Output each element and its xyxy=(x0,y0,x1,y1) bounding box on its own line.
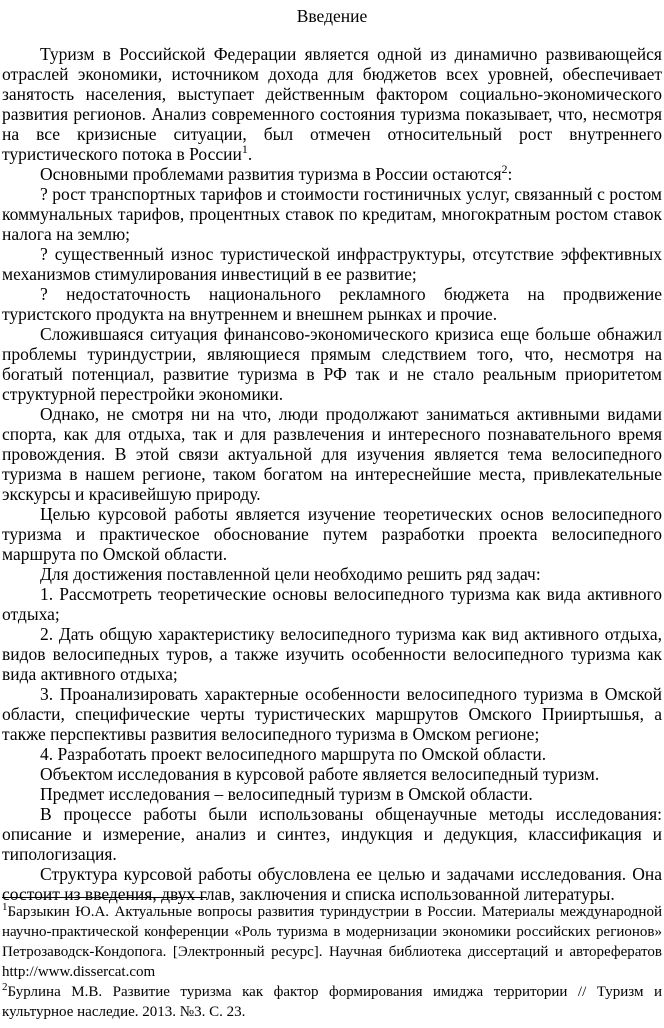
footnote-number: 1 xyxy=(2,901,8,913)
page-title: Введение xyxy=(296,6,368,26)
paragraph: ? рост транспортных тарифов и стоимости гостиничных услуг, связанный с ростом коммунальных тарифов, процентных ставок по кредитам, многократным ростом ставок налога на землю; xyxy=(2,184,662,244)
paragraph: Туризм в Российской Федерации является одной из динамично развивающейся отраслей экономики, источником дохода для бюджетов всех уровней, обеспечивает занятость населения, выступает действенным фактором социально-экономического развития регионов. Анализ современного состояния туризма показывает, что, несмотря на все кризисные ситуации, был отмечен относительный рост внутреннего туристического потока в России$^1$. xyxy=(2,44,662,164)
footnotes-section xyxy=(2,897,662,1022)
footnote-number: 2 xyxy=(2,981,8,993)
footnote: $^1$Барзыкин Ю.А. Актуальные вопросы развития туриндустрии в России. Материалы международной научно-практической конференции «Роль туризма в модернизации экономики российских регионов» Петрозаводск-Кондопога. [Электронный ресурс]. Научная библиотека диссертаций и авторефератов http://www.dissercat.com xyxy=(2,901,662,980)
paragraph: Предмет исследования – велосипедный туризм в Омской области. xyxy=(40,784,533,804)
paragraph: 4. Разработать проект велосипедного маршрута по Омской области. xyxy=(40,744,547,764)
paragraph: ? недостаточность национального рекламного бюджета на продвижение туристского продукта на внутреннем и внешнем рынках и прочие. xyxy=(2,284,662,324)
paragraph: В процессе работы были использованы общенаучные методы исследования: описание и измерение, анализ и синтез, индукция и дедукция, классификация и типологизация. xyxy=(2,804,662,864)
paragraph: Однако, не смотря ни на что, люди продолжают заниматься активными видами спорта, как для отдыха, так и для развлечения и интересного познавательного время провождения. В этой связи актуальной для изучения является тема велосипедного туризма в нашем регионе, таком богатом на интереснейшие места, привлекательные экскурсы и красивейшую природу. xyxy=(2,404,662,504)
paragraph: ? существенный износ туристической инфраструктуры, отсутствие эффективных механизмов стимулирования инвестиций в ее развитие; xyxy=(2,244,662,284)
paragraph: 3. Проанализировать характерные особенности велосипедного туризма в Омской области, специфические черты туристических маршрутов Омского Прииртышья, а также перспективы развития велосипедного туризма в Омском регионе; xyxy=(2,684,662,744)
paragraph: Для достижения поставленной цели необходимо решить ряд задач: xyxy=(40,564,541,584)
footnote-ref: 2 xyxy=(501,162,508,177)
paragraph: Сложившаяся ситуация финансово-экономического кризиса еще больше обнажил проблемы туриндустрии, являющиеся прямым следствием того, что, несмотря на богатый потенциал, развитие туризма в РФ так и не стало реальным приоритетом структурной перестройки экономики. xyxy=(2,324,662,404)
footnote-ref: 1 xyxy=(241,142,248,157)
footnote: $^2$Бурлина М.В. Развитие туризма как фактор формирования имиджа территории // Туризм и культурное наследие. 2013. №3. С. 23. xyxy=(2,981,662,1020)
footnote-list xyxy=(2,902,662,1022)
document-body xyxy=(2,44,662,904)
footnote-separator xyxy=(2,897,207,898)
paragraph: Основными проблемами развития туризма в России остаются$^2$: xyxy=(40,162,513,184)
paragraph: Структура курсовой работы обусловлена ее целью и задачами исследования. Она состоит из введения, двух глав, заключения и списка использованной литературы. xyxy=(2,864,662,904)
paragraph: 1. Рассмотреть теоретические основы велосипедного туризма как вида активного отдыха; xyxy=(2,584,662,624)
paragraph: 2. Дать общую характеристику велосипедного туризма как вид активного отдыха, видов велосипедных туров, а также изучить особенности велосипедного туризма как вида активного отдыха; xyxy=(2,624,662,684)
paragraph: Целью курсовой работы является изучение теоретических основ велосипедного туризма и практическое обоснование путем разработки проекта велосипедного маршрута по Омской области. xyxy=(2,504,662,564)
paragraph: Объектом исследования в курсовой работе является велосипедный туризм. xyxy=(40,764,600,784)
